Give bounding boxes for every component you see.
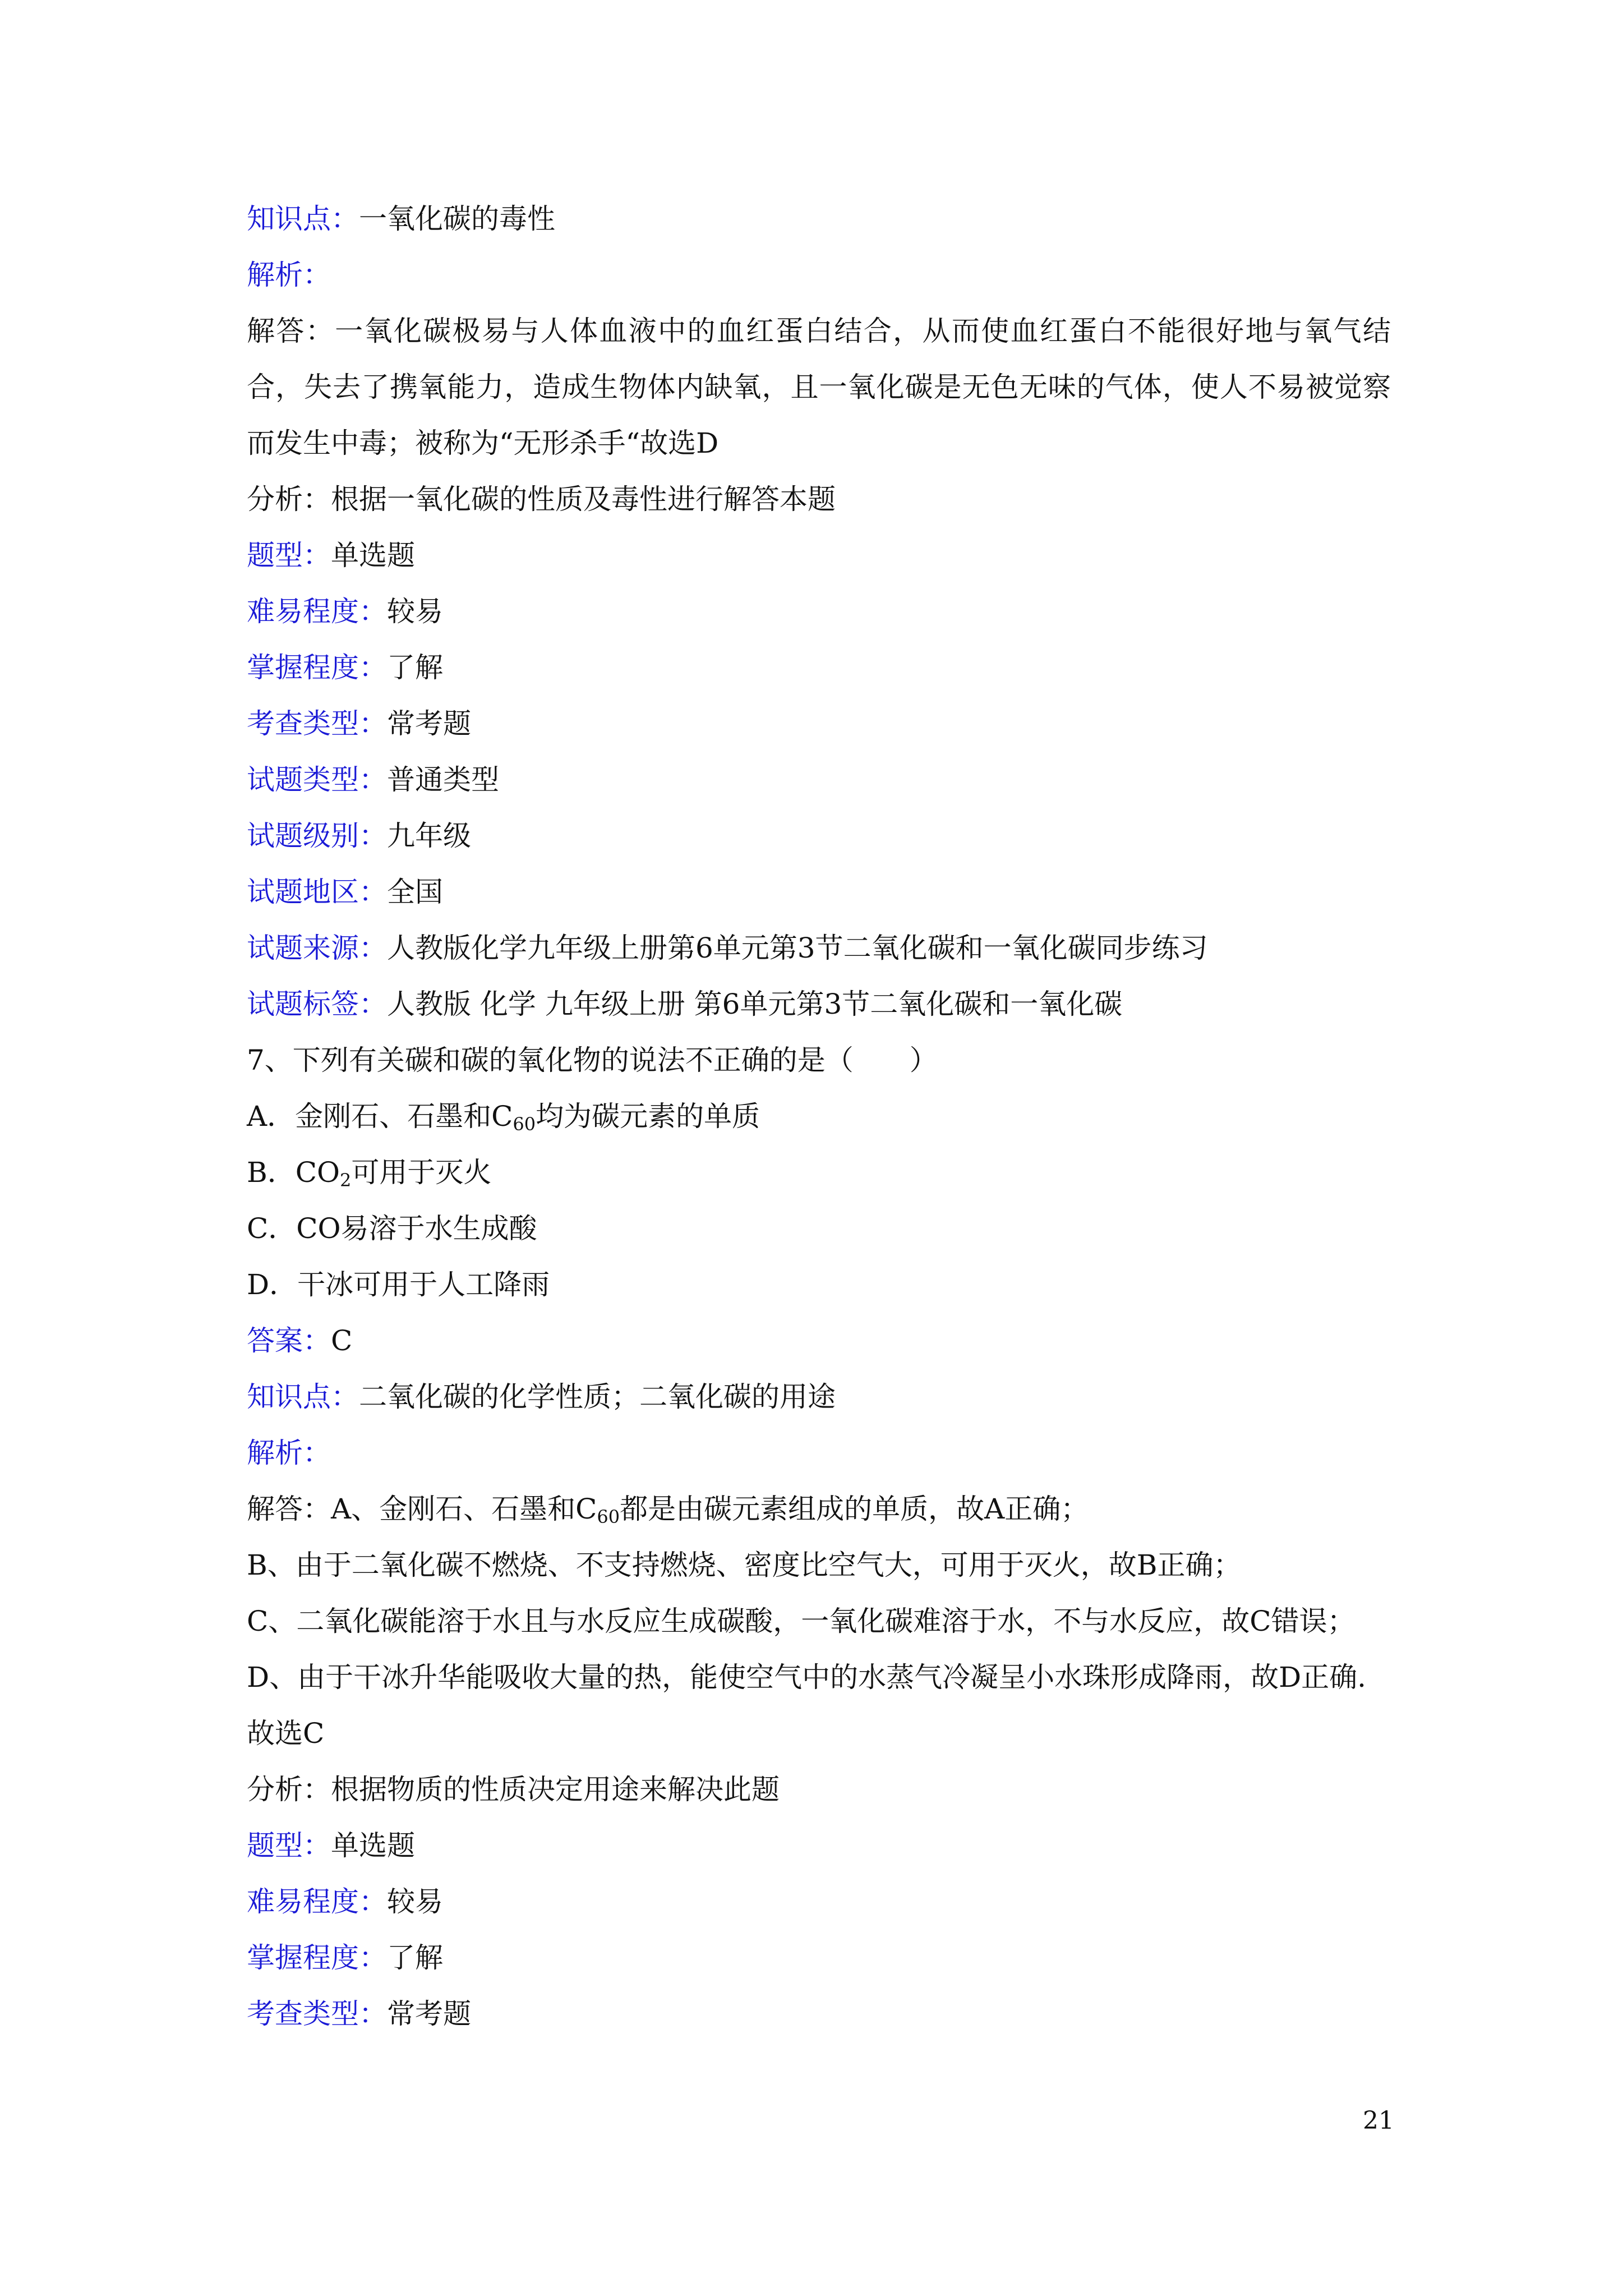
- q6-meta-tags: [247, 976, 1391, 1032]
- q7-answer: [247, 1313, 1391, 1369]
- q7-meta-difficulty: [247, 1874, 1391, 1930]
- q7-analysis-label: 解析：: [247, 1437, 331, 1469]
- subscript: 60: [513, 1114, 536, 1135]
- meta-label: 试题标签：: [247, 988, 387, 1020]
- subscript: 60: [597, 1506, 620, 1527]
- q6-meta-exam-type: [247, 696, 1391, 752]
- meta-value: 人教版化学九年级上册第6单元第3节二氧化碳和一氧化碳同步练习: [387, 932, 1208, 964]
- q6-knowledge-point: [247, 191, 1391, 247]
- meta-label: 题型：: [247, 1829, 331, 1862]
- q7-fenxi: 分析：根据物质的性质决定用途来解决此题: [247, 1773, 780, 1806]
- q6-meta-type: [247, 527, 1391, 583]
- q7-stem: 7、下列有关碳和碳的氧化物的说法不正确的是（ ）: [247, 1044, 938, 1076]
- q6-meta-region: [247, 864, 1391, 920]
- q6-analysis-label: 解析：: [247, 259, 331, 291]
- meta-value: 较易: [387, 1885, 443, 1918]
- q7-choice: 故选C: [247, 1717, 325, 1750]
- meta-value: 常考题: [387, 1998, 471, 2030]
- solution-a-text: 解答：A、金刚石、石墨和C: [247, 1493, 597, 1525]
- knowledge-label: 知识点：: [247, 1381, 359, 1413]
- meta-value: 单选题: [331, 539, 415, 572]
- meta-value: 人教版 化学 九年级上册 第6单元第3节二氧化碳和一氧化碳: [387, 988, 1123, 1020]
- option-a-text: A．金刚石、石墨和C: [247, 1100, 513, 1133]
- q7-option-d: D．干冰可用于人工降雨: [247, 1268, 550, 1301]
- q6-meta-grade: [247, 808, 1391, 864]
- knowledge-value: 一氧化碳的毒性: [359, 203, 555, 235]
- meta-value: 单选题: [331, 1829, 415, 1862]
- q7-option-c: C．CO易溶于水生成酸: [247, 1212, 537, 1245]
- q6-meta-question-type: [247, 752, 1391, 808]
- q6-solution-text: 解答：一氧化碳极易与人体血液中的血红蛋白结合，从而使血红蛋白不能很好地与氧气结合，失去了携氧能力，造成生物体内缺氧，且一氧化碳是无色无味的气体，使人不易被觉察而发生中毒；被称为“无形杀手“故选D: [247, 315, 1391, 459]
- answer-value: C: [331, 1324, 353, 1357]
- meta-value: 普通类型: [387, 763, 499, 796]
- solution-a-text-end: 都是由碳元素组成的单质，故A正确；: [620, 1493, 1089, 1525]
- meta-label: 试题类型：: [247, 763, 387, 796]
- q7-meta-exam-type: [247, 1986, 1391, 2042]
- meta-label: 试题级别：: [247, 820, 387, 852]
- meta-label: 难易程度：: [247, 595, 387, 628]
- option-a-text-end: 均为碳元素的单质: [536, 1100, 760, 1133]
- q7-knowledge-point: [247, 1369, 1391, 1425]
- q6-fenxi: 分析：根据一氧化碳的性质及毒性进行解答本题: [247, 483, 836, 516]
- meta-value: 全国: [387, 876, 443, 908]
- option-b-text-end: 可用于灭火: [351, 1156, 492, 1189]
- meta-label: 掌握程度：: [247, 1941, 387, 1974]
- q7-meta-type: [247, 1818, 1391, 1874]
- meta-value: 了解: [387, 1941, 443, 1974]
- q7-solution-a: [247, 1481, 1391, 1537]
- answer-label: 答案：: [247, 1324, 331, 1357]
- meta-value: 九年级: [387, 820, 471, 852]
- meta-value: 常考题: [387, 707, 471, 740]
- meta-label: 试题地区：: [247, 876, 387, 908]
- subscript: 2: [340, 1170, 352, 1191]
- meta-value: 了解: [387, 651, 443, 684]
- knowledge-value: 二氧化碳的化学性质；二氧化碳的用途: [359, 1381, 836, 1413]
- q6-meta-source: [247, 920, 1391, 976]
- page-number: 21: [1363, 2106, 1394, 2135]
- meta-label: 题型：: [247, 539, 331, 572]
- q7-meta-mastery: [247, 1930, 1391, 1986]
- q7-option-a: [247, 1088, 1391, 1144]
- q7-solution-c: C、二氧化碳能溶于水且与水反应生成碳酸，一氧化碳难溶于水，不与水反应，故C错误；: [247, 1605, 1355, 1637]
- meta-label: 考查类型：: [247, 1998, 387, 2030]
- q6-meta-mastery: [247, 639, 1391, 696]
- q7-solution-b: B、由于二氧化碳不燃烧、不支持燃烧、密度比空气大，可用于灭火，故B正确；: [247, 1549, 1242, 1581]
- meta-label: 考查类型：: [247, 707, 387, 740]
- knowledge-label: 知识点：: [247, 203, 359, 235]
- q7-option-b: [247, 1144, 1391, 1200]
- meta-label: 掌握程度：: [247, 651, 387, 684]
- q7-solution-d: D、由于干冰升华能吸收大量的热，能使空气中的水蒸气冷凝呈小水珠形成降雨，故D正确.: [247, 1661, 1367, 1694]
- option-b-text: B．CO: [247, 1156, 340, 1189]
- document-page: [247, 191, 1391, 2042]
- q6-meta-difficulty: [247, 583, 1391, 639]
- meta-label: 难易程度：: [247, 1885, 387, 1918]
- meta-value: 较易: [387, 595, 443, 628]
- meta-label: 试题来源：: [247, 932, 387, 964]
